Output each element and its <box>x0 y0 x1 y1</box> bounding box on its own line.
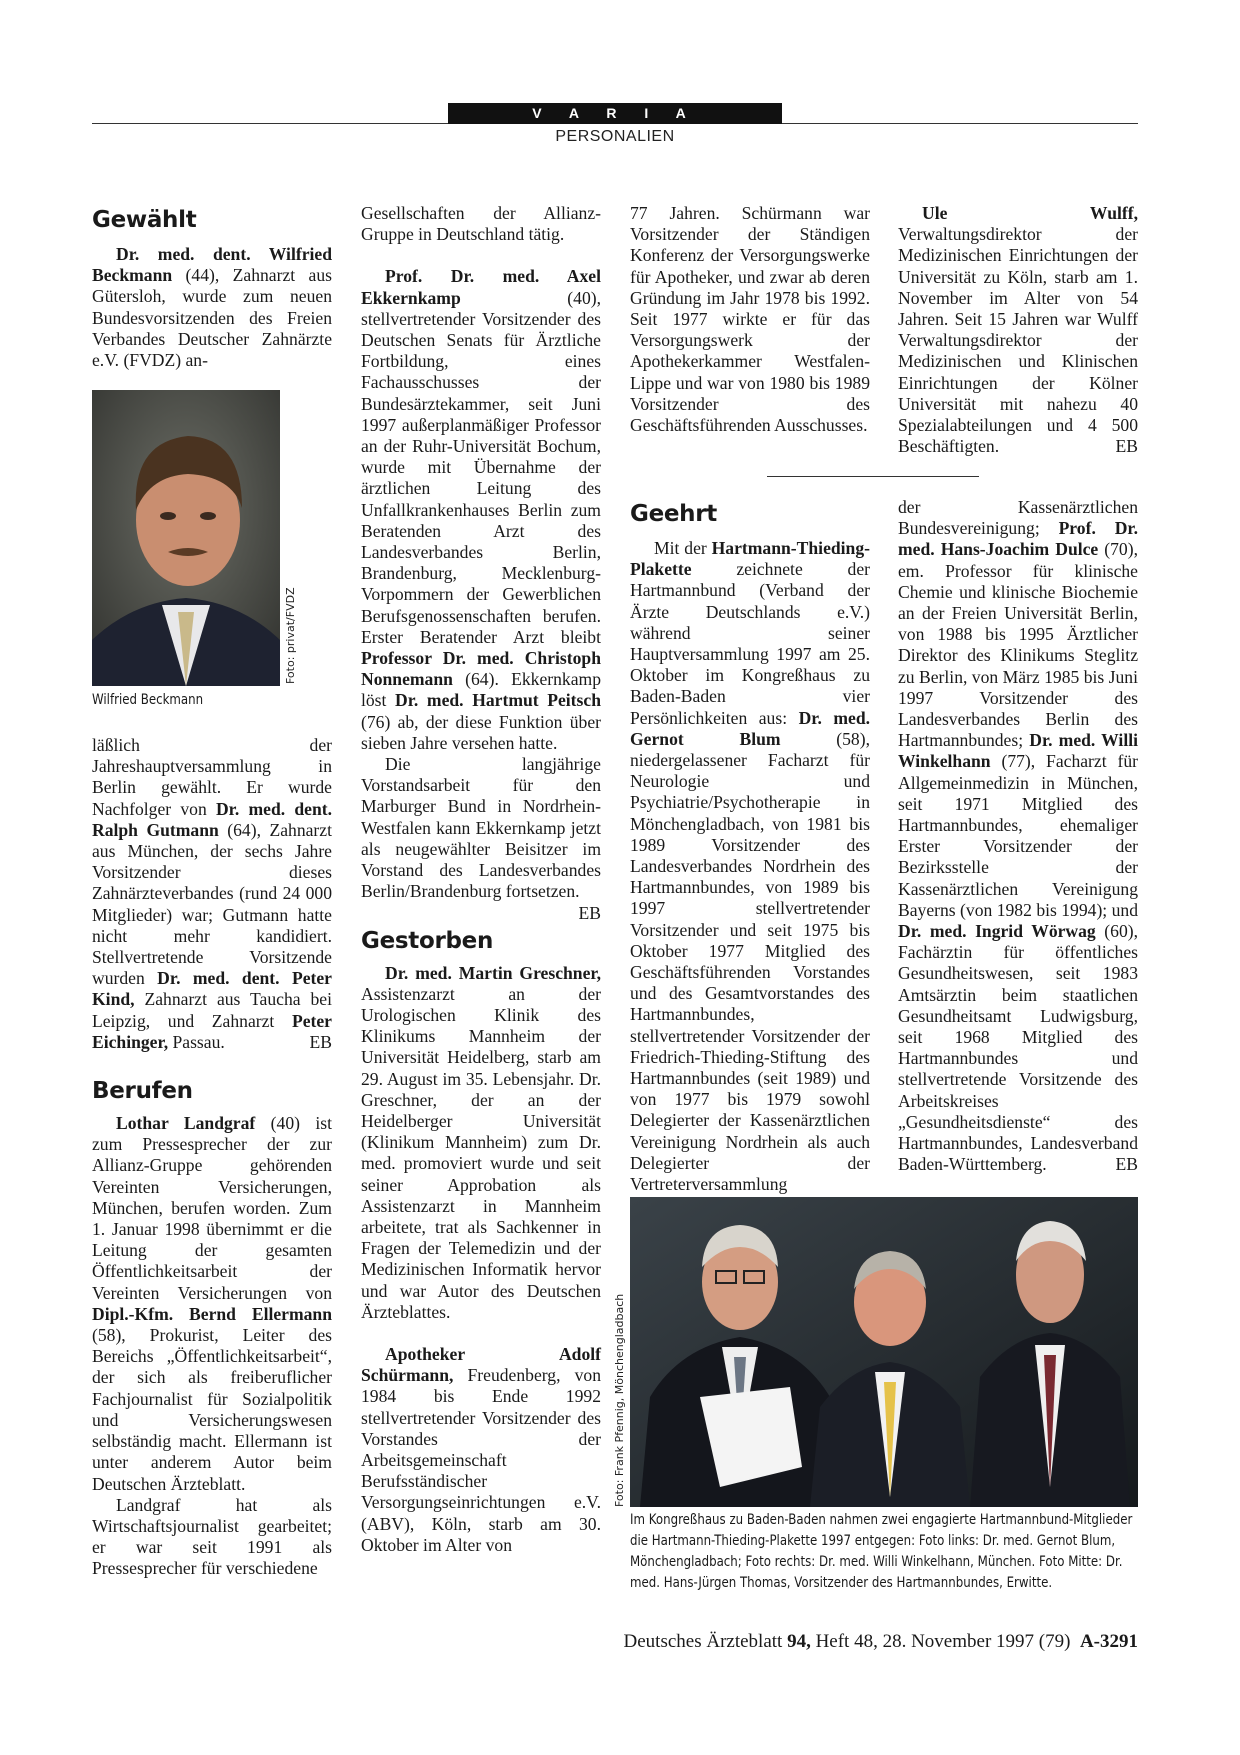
name-landgraf: Lothar Landgraf <box>116 1113 256 1134</box>
group-photo <box>630 1197 1138 1507</box>
heading-berufen: Berufen <box>92 1078 193 1105</box>
name-greschner: Dr. med. Martin Greschner, <box>385 962 601 983</box>
name-ekkernkamp: Prof. Dr. med. Axel Ekkernkamp <box>361 266 601 308</box>
portrait-credit: Foto: privat/FVDZ <box>284 587 297 684</box>
column-3: Geehrt Mit der Hartmann-Thieding-Plakette zeichnete der Hartmannbund (Verband der Ärzte Deutschlands e.V.) während seiner Hauptversammlung 1997 am 25. Oktober im Kongreßhaus zu Baden-Baden vier Persönlichkeiten aus: Dr. med. Gernot Blum (58), niedergelassener Facharzt für Neurologie und Psychiatrie/Psychotherapie in Mönchengladbach, von 1981 bis 1989 Vorsitzender des Landesverbandes Nordrhein des Hartmannbundes, von 1989 bis 1997 stellvertretender Vorsitzender und seit 1975 bis Oktober 1977 Mitglied des Geschäftsführenden Vorstandes und des Gesamtvorstandes des Hartmannbundes, stellvertretender Vorsitzender der Friedrich-Thieding-Stiftung des Hartmannbundes (seit 1989) und von 1977 bis 1979 sowohl Delegierter der Kassenärztlichen Vereinigung Nordrhein als auch Delegierter der Vertreterversammlung <box>630 501 871 1195</box>
portrait-caption: Wilfried Beckmann <box>92 692 204 708</box>
column-3-top: 77 Jahren. Schürmann war Vorsitzender der Ständigen Konferenz der Versorgungswerke für Apotheker, und zwar ab deren Gründung im Jahr 1978 bis 1992. Seit 1977 wirkte er für das Versorgungswerk der Apothekerkammer Westfalen-Lippe und war von 1980 bis 1989 Vorsitzender des Geschäftsführenden Ausschusses. <box>630 203 870 436</box>
eb-signature: EB <box>1115 1154 1138 1175</box>
group-photo-credit: Foto: Frank Pfennig, Mönchengladbach <box>613 1293 626 1507</box>
award-name: Hartmann-Thieding-Plakette <box>630 538 870 580</box>
heading-geehrt: Geehrt <box>630 501 717 527</box>
journal-volume: 94, <box>787 1631 811 1652</box>
column-1-top: Gewählt Dr. med. dent. Wilfried Beckmann (44), Zahnarzt aus Gütersloh, wurde zum neuen Bundesvorsitzenden des Freien Verbandes Deutscher Zahnärzte e.V. (FVDZ) an- <box>92 207 332 371</box>
heading-gestorben: Gestorben <box>361 927 494 954</box>
section-divider <box>767 476 979 477</box>
name-beckmann: Dr. med. dent. Wilfried Beckmann <box>92 244 332 286</box>
eb-signature: EB <box>578 902 601 923</box>
eb-signature: EB <box>309 1031 332 1052</box>
page-footer <box>624 1631 1138 1653</box>
page-number: A-3291 <box>1079 1631 1138 1652</box>
eb-signature: EB <box>1115 436 1138 457</box>
group-image <box>630 1197 1138 1507</box>
journal-issue: Heft 48, 28. November 1997 (79) <box>810 1631 1071 1652</box>
portrait-photo <box>92 390 280 686</box>
section-kicker: V A R I A <box>448 103 782 124</box>
column-1-bottom: läßlich der Jahreshauptversammlung in Berlin gewählt. Er wurde Nachfolger von Dr. med. dent. Ralph Gutmann (64), Zahnarzt aus München, der sechs Jahre Vorsitzender dieses Zahnärzteverbandes (rund 24 000 Mitglieder) war; Gutmann hatte nicht mehr kandidiert. Stellvertretende Vorsitzende wurden Dr. med. dent. Peter Kind, Zahnarzt aus Taucha bei Leipzig, und Zahnarzt Peter Eichinger, Passau. EB Berufen Lothar Landgraf (40) ist zum Pressesprecher der zur Allianz-Gruppe gehörenden Vereinten Versicherungen, München, berufen worden. Zum 1. Januar 1998 übernimmt er die Leitung der gesamten Öffentlichkeitsarbeit der Vereinten Versicherungen von Dipl.-Kfm. Bernd Ellermann (58), Prokurist, Leiter des Bereichs „Öffentlichkeitsarbeit“, der sich als freiberuflicher Fachjournalist für Sozialpolitik und Versicherungswesen selbständig macht. Ellermann ist unter anderem Autor beim Deutschen Ärzteblatt. Landgraf hat als Wirtschaftsjournalist gearbeitet; er war seit 1991 als Pressesprecher für verschiedene <box>92 735 333 1579</box>
column-2: Gesellschaften der Allianz-Gruppe in Deutschland tätig. Prof. Dr. med. Axel Ekkernkamp (40), stellvertretender Vorsitzender des Deutschen Senats für Ärztliche Fortbildung, eines Fachausschusses der Bundesärztekammer, seit Juni 1997 außerplanmäßiger Professor an der Ruhr-Universität Bochum, wurde mit Übernahme der ärztlichen Leitung des Unfallkrankenhauses Berlin zum Beratenden Arzt des Landesverbandes Berlin, Brandenburg, Mecklenburg-Vorpommern der Gewerblichen Berufsgenossenschaften berufen. Erster Beratender Arzt bleibt Professor Dr. med. Christoph Nonnemann (64). Ekkernkamp löst Dr. med. Hartmut Peitsch (76) ab, der diese Funktion über sieben Jahre versehen hatte. Die langjährige Vorstandsarbeit für den Marburger Bund in Nordrhein-Westfalen kann Ekkernkamp jetzt als neugewählter Beisitzer im Vorstand des Landesverbandes Berlin/Brandenburg fortsetzen. EB Gestorben Dr. med. Martin Greschner, Assistenzarzt an der Urologischen Klinik des Klinikums Mannheim der Universität Heidelberg, starb am 29. August im 35. Lebensjahr. Dr. Greschner, der an der Heidelberger Universität (Klinikum Mannheim) zum Dr. med. promoviert wurde und seit seiner Approbation als Assistenzarzt in Mannheim arbeitete, trat als Sachkenner in Fragen der Telemedizin und der Medizinischen Informatik hervor und war Autor des Deutschen Ärzteblattes. Apotheker Adolf Schürmann, Freudenberg, von 1984 bis Ende 1992 stellvertretender Vorsitzender des Vorstandes der Arbeitsgemeinschaft Berufsständischer Versorgungseinrichtungen e.V. (ABV), Köln, starb am 30. Oktober im Alter von <box>361 203 601 1555</box>
section-label: PERSONALIEN <box>555 128 675 145</box>
group-photo-caption: Im Kongreßhaus zu Baden-Baden nahmen zwei engagierte Hartmannbund-Mitglieder die Hartmann-Thieding-Plakette 1997 entgegen: Foto links: Dr. med. Gernot Blum, Mönchengladbach; Foto rechts: Dr. med. Willi Winkelhann, München. Foto Mitte: Dr. med. Hans-Jürgen Thomas, Vorsitzender des Hartmannbundes, Erwitte. <box>630 1512 1133 1591</box>
name-schuermann: Apotheker Adolf Schürmann, <box>361 1343 601 1386</box>
column-4: der Kassenärztlichen Bundesvereinigung; Prof. Dr. med. Hans-Joachim Dulce (70), em. Professor für klinische Chemie und klinische Biochemie an der Freien Universität Berlin, von 1988 bis 1995 Ärztlicher Direktor des Klinikums Steglitz zu Berlin, von März 1985 bis Juni 1997 Vorsitzender des Landesverbandes Berlin des Hartmannbundes; Dr. med. Willi Winkelhann (77), Facharzt für Allgemeinmedizin in München, seit 1971 Mitglied des Hartmannbundes, ehemaliger Erster Vorsitzender der Bezirksstelle der Kassenärztlichen Vereinigung Bayerns (von 1982 bis 1994); und Dr. med. Ingrid Wörwag (60), Fachärztin für öffentliches Gesundheitswesen, seit 1983 Amtsärztin beim staatlichen Gesundheitsamt Ludwigsburg, seit 1968 Mitglied des Hartmannbundes und stellvertretende Vorsitzende des Arbeitskreises „Gesundheitsdienste“ des Hartmannbundes, Landesverband Baden-Württemberg. EB <box>898 497 1139 1175</box>
heading-gewaehlt: Gewählt <box>92 207 197 233</box>
name-wulff: Ule Wulff, <box>922 203 1138 223</box>
journal-name: Deutsches Ärzteblatt <box>623 1631 788 1652</box>
column-4-top: Ule Wulff, Verwaltungsdirektor der Medizinischen Einrichtungen der Universität zu Köln, starb am 1. November im Alter von 54 Jahren. Seit 15 Jahren war Wulff Verwaltungsdirektor der Medizinischen und Klinischen Einrichtungen der Kölner Universität mit nahezu 40 Spezialabteilungen und 4 500 Beschäftigten. EB <box>898 203 1138 457</box>
portrait-image <box>92 390 280 686</box>
